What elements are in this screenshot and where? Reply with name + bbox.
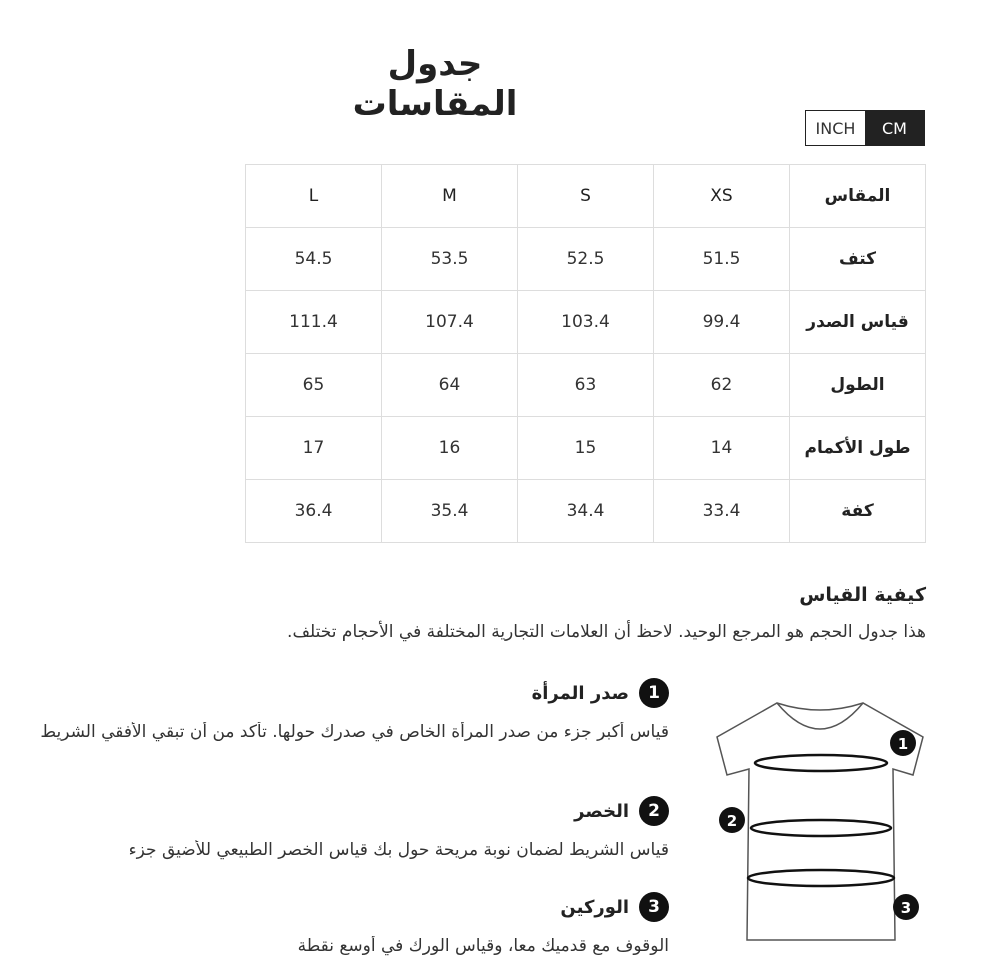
table-row bbox=[246, 417, 926, 480]
howto-title: كيفية القياس bbox=[799, 584, 926, 606]
table-cell: 103.4 bbox=[518, 291, 654, 354]
table-cell: 52.5 bbox=[518, 228, 654, 291]
row-label: طول الأكمام bbox=[790, 417, 926, 480]
step-bust bbox=[29, 678, 669, 743]
row-label: كفة bbox=[790, 480, 926, 543]
header-cell: L bbox=[246, 165, 382, 228]
table-cell: 34.4 bbox=[518, 480, 654, 543]
header-cell: M bbox=[382, 165, 518, 228]
step-title: الوركين bbox=[560, 896, 629, 918]
table-cell: 111.4 bbox=[246, 291, 382, 354]
diagram-marker-3 bbox=[893, 894, 919, 920]
diagram-label: 3 bbox=[900, 899, 912, 917]
table-row bbox=[246, 480, 926, 543]
table-cell: 54.5 bbox=[246, 228, 382, 291]
unit-toggle bbox=[805, 110, 925, 146]
table-cell: 53.5 bbox=[382, 228, 518, 291]
step-number: 1 bbox=[639, 678, 669, 708]
step-hips bbox=[29, 892, 669, 957]
step-title: صدر المرأة bbox=[531, 682, 629, 704]
diagram-marker-1 bbox=[890, 730, 916, 756]
header-cell: XS bbox=[654, 165, 790, 228]
table-row bbox=[246, 228, 926, 291]
table-header-row bbox=[246, 165, 926, 228]
table-cell: 15 bbox=[518, 417, 654, 480]
step-text: قياس أكبر جزء من صدر المرأة الخاص في صدرك حولها. تأكد من أن تبقي الأفقي الشريط bbox=[40, 722, 669, 742]
table-cell: 51.5 bbox=[654, 228, 790, 291]
header-cell: المقاس bbox=[790, 165, 926, 228]
step-waist bbox=[29, 796, 669, 861]
table-cell: 36.4 bbox=[246, 480, 382, 543]
table-cell: 65 bbox=[246, 354, 382, 417]
table-cell: 33.4 bbox=[654, 480, 790, 543]
table-cell: 63 bbox=[518, 354, 654, 417]
diagram-label: 2 bbox=[726, 812, 738, 830]
step-text: قياس الشريط لضمان نوبة مريحة حول بك قياس الخصر الطبيعي للأضيق جزء bbox=[128, 840, 669, 860]
size-table bbox=[245, 164, 926, 543]
step-number: 3 bbox=[639, 892, 669, 922]
table-cell: 35.4 bbox=[382, 480, 518, 543]
howto-description: هذا جدول الحجم هو المرجع الوحيد. لاحظ أن العلامات التجارية المختلفة في الأحجام تختلف. bbox=[287, 622, 926, 642]
table-cell: 62 bbox=[654, 354, 790, 417]
unit-cm-button[interactable]: CM bbox=[865, 111, 924, 145]
row-label: كتف bbox=[790, 228, 926, 291]
table-cell: 16 bbox=[382, 417, 518, 480]
step-text: الوقوف مع قدميك معا، وقياس الورك في أوسع نقطة bbox=[297, 936, 669, 956]
unit-inch-button[interactable]: INCH bbox=[806, 111, 865, 145]
table-cell: 17 bbox=[246, 417, 382, 480]
table-row bbox=[246, 354, 926, 417]
step-title: الخصر bbox=[574, 800, 629, 822]
step-number: 2 bbox=[639, 796, 669, 826]
table-row bbox=[246, 291, 926, 354]
table-cell: 99.4 bbox=[654, 291, 790, 354]
row-label: الطول bbox=[790, 354, 926, 417]
table-cell: 107.4 bbox=[382, 291, 518, 354]
table-cell: 14 bbox=[654, 417, 790, 480]
tshirt-measure-diagram bbox=[705, 695, 935, 950]
page-title: جدول المقاسات bbox=[352, 44, 518, 124]
row-label: قياس الصدر bbox=[790, 291, 926, 354]
diagram-marker-2 bbox=[719, 807, 745, 833]
table-cell: 64 bbox=[382, 354, 518, 417]
header-cell: S bbox=[518, 165, 654, 228]
diagram-label: 1 bbox=[897, 735, 909, 753]
